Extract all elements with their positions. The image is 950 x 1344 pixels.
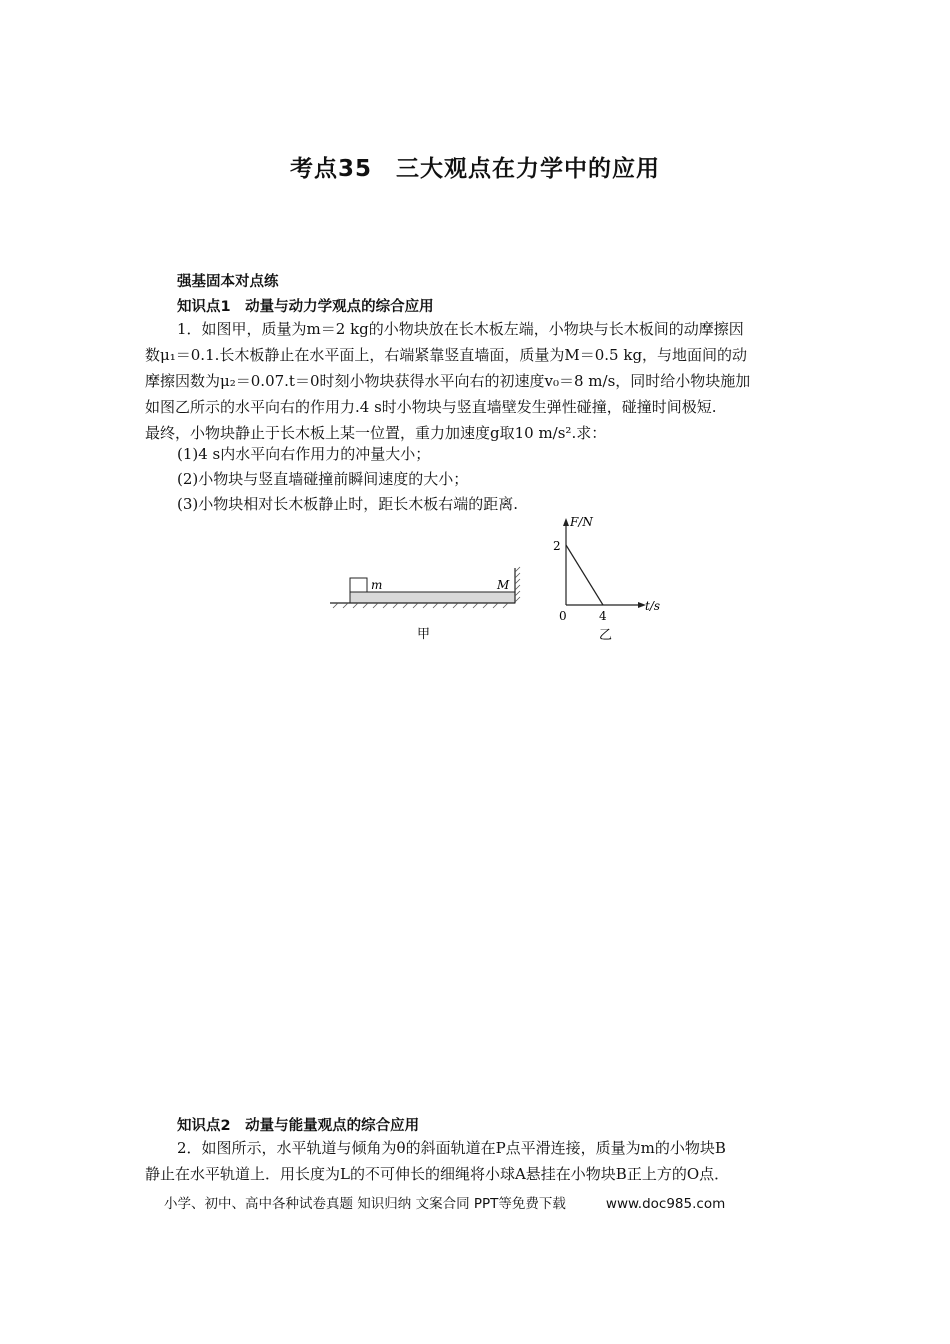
problem-2-line: 2．如图所示，水平轨道与倾角为θ的斜面轨道在P点平滑连接，质量为m的小物块B <box>177 1139 726 1157</box>
footer-text: 小学、初中、高中各种试卷真题 知识归纳 文案合同 PPT等免费下载 <box>164 1196 566 1212</box>
knowledge-point-2-heading: 知识点2 动量与能量观点的综合应用 <box>177 1118 420 1134</box>
problem-1-text <box>145 316 809 446</box>
block-m <box>350 578 367 592</box>
long-board <box>350 592 515 603</box>
origin-label: 0 <box>559 609 567 623</box>
knowledge-point-1-heading: 知识点1 动量与动力学观点的综合应用 <box>177 299 434 315</box>
label-m: m <box>371 578 383 592</box>
x-axis-label: t/s <box>645 599 661 613</box>
y-axis-arrow <box>563 518 569 526</box>
question-1: (1)4 s内水平向右作用力的冲量大小； <box>177 445 431 463</box>
figure-jia <box>325 560 525 650</box>
section-heading: 强基固本对点练 <box>177 274 279 290</box>
question-2: (2)小物块与竖直墙碰撞前瞬间速度的大小； <box>177 470 469 488</box>
problem-1-line: 1．如图甲，质量为m＝2 kg的小物块放在长木板左端，小物块与长木板间的动摩擦因 <box>177 320 744 338</box>
problem-1-line: 如图乙所示的水平向右的作用力.4 s时小物块与竖直墙壁发生弹性碰撞，碰撞时间极短. <box>145 398 717 416</box>
problem-2-text <box>145 1135 809 1187</box>
footer <box>164 1192 725 1212</box>
question-3: (3)小物块相对长木板静止时，距长木板右端的距离. <box>177 495 519 513</box>
y-tick-label: 2 <box>553 539 561 553</box>
x-tick-label: 4 <box>599 609 607 623</box>
force-line <box>566 545 603 605</box>
caption-jia: 甲 <box>417 627 431 642</box>
label-M: M <box>497 578 510 592</box>
problem-1-line: 摩擦因数为μ₂＝0.07.t＝0时刻小物块获得水平向右的初速度v₀＝8 m/s，同时给小物块施加 <box>145 372 751 390</box>
figure-yi <box>545 512 665 644</box>
caption-yi: 乙 <box>599 628 613 643</box>
problem-1-line: 最终，小物块静止于长木板上某一位置，重力加速度g取10 m/s².求： <box>145 424 607 442</box>
wall-hatch <box>515 567 520 602</box>
footer-site: www.doc985.com <box>605 1196 726 1212</box>
ground-hatch <box>333 603 508 608</box>
problem-1-line: 数μ₁＝0.1.长木板静止在水平面上，右端紧靠竖直墙面，质量为M＝0.5 kg，与地面间的动 <box>145 346 748 364</box>
problem-2-line: 静止在水平轨道上．用长度为L的不可伸长的细绳将小球A悬挂在小物块B正上方的O点． <box>145 1165 730 1183</box>
page-title: 考点35 三大观点在力学中的应用 <box>289 156 660 182</box>
y-axis-label: F/N <box>570 515 593 529</box>
